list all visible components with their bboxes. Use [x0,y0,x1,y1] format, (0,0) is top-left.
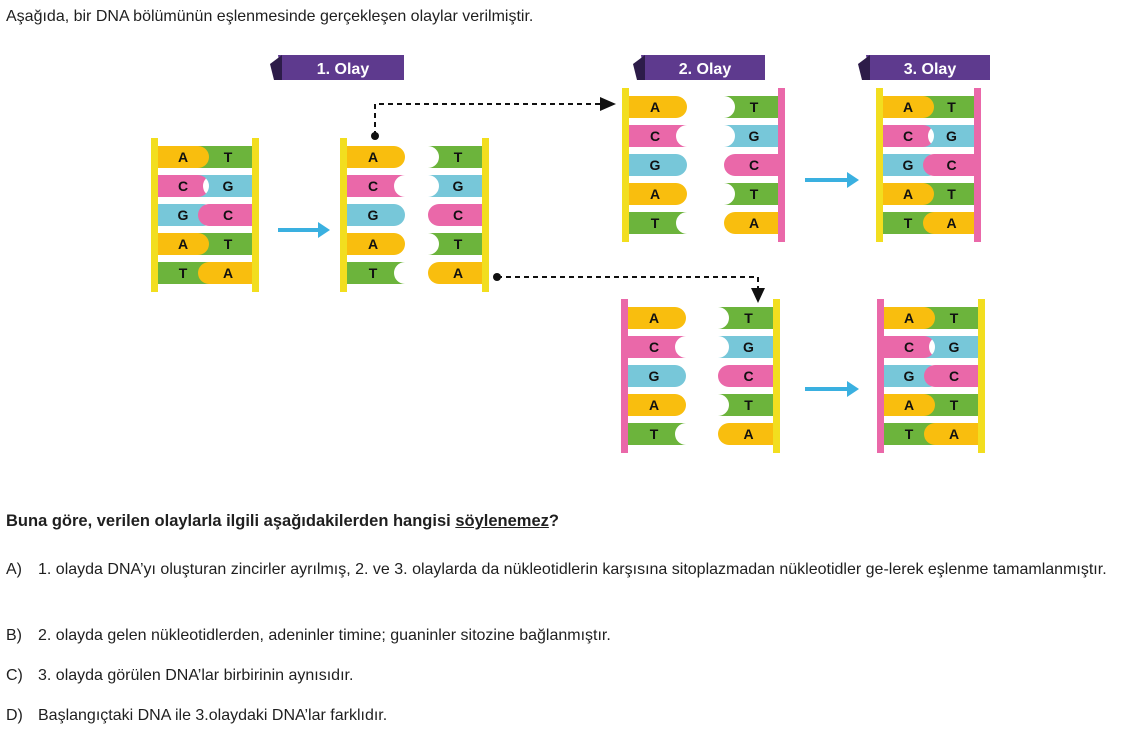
base-label: T [744,397,753,413]
sugar-phosphate-backbone [482,138,489,292]
base-label: C [222,207,234,223]
base-label: G [452,178,464,194]
base-label: A [903,310,915,326]
sugar-phosphate-backbone [773,299,780,453]
base-label: G [748,128,760,144]
sugar-phosphate-backbone [151,138,158,292]
base-label: T [947,186,956,202]
base-label: A [648,397,660,413]
base-label: T [749,99,759,115]
base-label: A [946,215,957,231]
base-label: A [902,99,914,115]
event-3-bottom-dna [877,299,985,453]
base-label: A [902,186,914,202]
option-letter: B) [6,627,22,644]
option-text: Başlangıçtaki DNA ile 3.olaydaki DNA’lar farklıdır. [38,707,388,724]
base-label: C [903,339,915,355]
intro-text: Aşağıda, bir DNA bölümünün eşlenmesinde gerçekleşen olaylar verilmiştir. [6,8,534,25]
base-label: C [367,178,379,194]
arrow-icon [278,222,330,238]
base-label: A [177,149,189,165]
base-label: G [177,207,189,223]
base-label: G [946,128,957,144]
base-label: T [744,310,753,326]
base-label: A [743,426,754,442]
base-label: A [177,236,189,252]
arrow-icon [805,172,859,188]
base-label: A [222,265,234,281]
base-label: C [743,368,754,384]
base-label: T [178,265,188,281]
event-2-top-strand [622,88,785,242]
sugar-phosphate-backbone [877,299,884,453]
sugar-phosphate-backbone [876,88,883,242]
base-label: C [946,157,957,173]
sugar-phosphate-backbone [622,88,629,242]
base-label: A [649,99,661,115]
base-label: T [223,149,233,165]
option-letter: D) [6,707,23,724]
base-label: G [903,368,915,384]
base-label: C [452,207,464,223]
question-underlined: söylenemez [455,512,549,530]
question-before: Buna göre, verilen olaylarla ilgili aşağıdakilerden hangisi [6,512,456,530]
base-label: G [743,339,754,355]
option-b[interactable] [6,622,1131,649]
base-label: T [453,236,463,252]
base-label: T [947,99,956,115]
event-2-label: 2. Olay [678,61,732,78]
sugar-phosphate-backbone [978,299,985,453]
base-label: G [948,339,960,355]
base-label: A [748,215,760,231]
base-label: A [367,149,379,165]
base-label: A [648,310,660,326]
base-label: T [223,236,233,252]
option-letter: A) [6,561,22,578]
base-label: T [649,426,659,442]
base-label: G [649,157,661,173]
arrow-icon [805,381,859,397]
base-label: C [948,368,960,384]
option-text: 3. olayda görülen DNA’lar birbirinin aynısıdır. [38,667,354,684]
event-1-banner [270,55,404,80]
option-text: 1. olayda DNA’yı oluşturan zincirler ayrılmış, 2. ve 3. olaylarda da nükleotidlerin karşısına sitoplazmadan nükleotidler ge-lerek eşlenme tamamlanmıştır. [38,561,1107,578]
base-label: T [453,149,463,165]
base-label: T [749,186,759,202]
event-3-top-dna [876,88,981,242]
dashed-arrow-bottom [493,273,765,303]
option-text: 2. olayda gelen nükleotidlerden, adeninler timine; guaninler sitozine bağlanmıştır. [38,627,611,644]
sugar-phosphate-backbone [778,88,785,242]
base-label: T [904,426,914,442]
option-d[interactable] [6,702,1131,729]
base-label: G [222,178,234,194]
event-3-banner [858,55,990,80]
base-label: C [177,178,189,194]
question-text [6,512,559,531]
sugar-phosphate-backbone [621,299,628,453]
base-label: T [903,215,913,231]
event-1-separated-strands [340,138,489,292]
question-after: ? [548,512,559,530]
base-label: G [648,368,660,384]
event-2-banner [633,55,765,80]
sugar-phosphate-backbone [340,138,347,292]
option-a[interactable] [6,556,1131,583]
base-label: C [748,157,760,173]
initial-dna [151,138,259,292]
base-label: A [649,186,661,202]
dashed-arrow-top [371,97,616,140]
base-label: G [367,207,379,223]
sugar-phosphate-backbone [974,88,981,242]
base-label: A [367,236,379,252]
base-label: A [903,397,915,413]
base-label: G [902,157,914,173]
sugar-phosphate-backbone [252,138,259,292]
option-letter: C) [6,667,23,684]
event-3-label: 3. Olay [903,61,957,78]
base-label: C [649,128,661,144]
base-label: T [949,397,959,413]
base-label: T [650,215,660,231]
base-label: A [452,265,464,281]
event-2-bottom-strand [621,299,780,453]
base-label: A [948,426,960,442]
base-label: C [648,339,660,355]
base-label: C [902,128,914,144]
event-1-label: 1. Olay [316,61,370,78]
base-label: T [368,265,378,281]
base-label: T [949,310,959,326]
option-c[interactable] [6,662,1131,689]
